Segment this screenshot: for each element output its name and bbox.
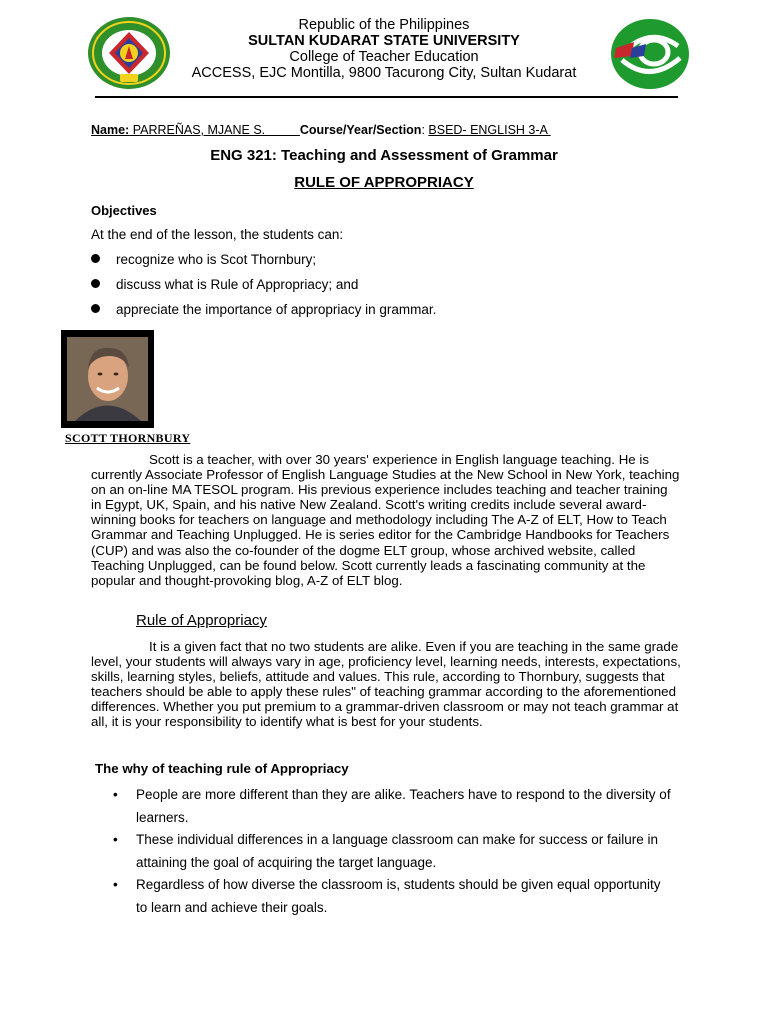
student-info-line — [91, 123, 551, 137]
objective-item: appreciate the importance of appropriacy in grammar. — [91, 302, 436, 317]
bullet-icon — [91, 279, 100, 288]
objective-item: discuss what is Rule of Appropriacy; and — [91, 277, 358, 292]
lesson-title: RULE OF APPROPRIACY — [294, 174, 474, 191]
rule-heading: Rule of Appropriacy — [136, 612, 267, 629]
bullet-icon — [91, 254, 100, 263]
portrait-photo — [61, 330, 154, 428]
objective-item: recognize who is Scot Thornbury; — [91, 252, 316, 267]
header-divider — [95, 96, 678, 98]
course-label: Course/Year/Section — [299, 123, 422, 137]
name-label: Name: — [91, 123, 130, 137]
person-portrait-icon — [61, 330, 154, 428]
why-item: • Regardless of how diverse the classroom is, students should be given equal opportunity to learn and achieve their goals. — [113, 874, 673, 919]
header-republic: Republic of the Philippines — [298, 17, 470, 33]
objectives-heading: Objectives — [91, 203, 157, 218]
photo-caption: SCOTT THORNBURY — [65, 431, 191, 445]
bullet-icon: • — [113, 877, 118, 892]
header-college: College of Teacher Education — [289, 49, 479, 65]
rule-paragraph: It is a given fact that no two students are alike. Even if you are teaching in the same grade level, your students will always vary in age, proficiency level, learning needs, interests, expectations, skills, learning styles, beliefs, attitude and values. This rule, according to Thornbury, suggests that teachers should be able to apply these rules" of teaching grammar according to the aforementioned differences. Whether you put premium to a grammar-driven classroom or may not teach grammar at all, it is your responsibility to identify what is best for your students. — [91, 639, 681, 730]
course-value: BSED- ENGLISH 3-A — [428, 123, 551, 137]
bullet-icon: • — [113, 832, 118, 847]
course-separator: : — [421, 123, 429, 137]
why-item: • These individual differences in a language classroom can make for success or failure in attaining the goal of acquiring the target language. — [113, 829, 673, 874]
bio-paragraph: Scott is a teacher, with over 30 years' experience in English language teaching. He is currently Associate Professor of English Language Studies at the New School in New York, teaching on an on-line MA TESOL program. His previous experience includes teaching and teacher training in Egypt, UK, Spain, and his native New Zealand. Scott's writing credits include several award-winning books for teachers on language and methodology including The A-Z of ELT, How to Teach Grammar and Teaching Unplugged. He is series editor for the Cambridge Handbooks for Teachers (CUP) and was also the co-founder of the dogme ELT group, whose archived website, called Teaching Unplugged, can be found below. Scott currently leads a fascinating community at the popular and thought-provoking blog, A-Z of ELT blog. — [91, 452, 680, 588]
header-address: ACCESS, EJC Montilla, 9800 Tacurong City, Sultan Kudarat — [191, 65, 577, 81]
header-university: SULTAN KUDARAT STATE UNIVERSITY — [248, 33, 520, 49]
why-item: • People are more different than they are alike. Teachers have to respond to the diversity of learners. — [113, 784, 673, 829]
objectives-intro: At the end of the lesson, the students can: — [91, 227, 344, 242]
university-seal-icon — [87, 16, 171, 90]
why-heading: The why of teaching rule of Appropriacy — [95, 761, 349, 776]
bullet-icon — [91, 304, 100, 313]
college-logo-icon — [610, 18, 690, 90]
bullet-icon: • — [113, 787, 118, 802]
course-title: ENG 321: Teaching and Assessment of Grammar — [210, 147, 558, 164]
name-value: PARREÑAS, MJANE S. — [129, 123, 300, 137]
